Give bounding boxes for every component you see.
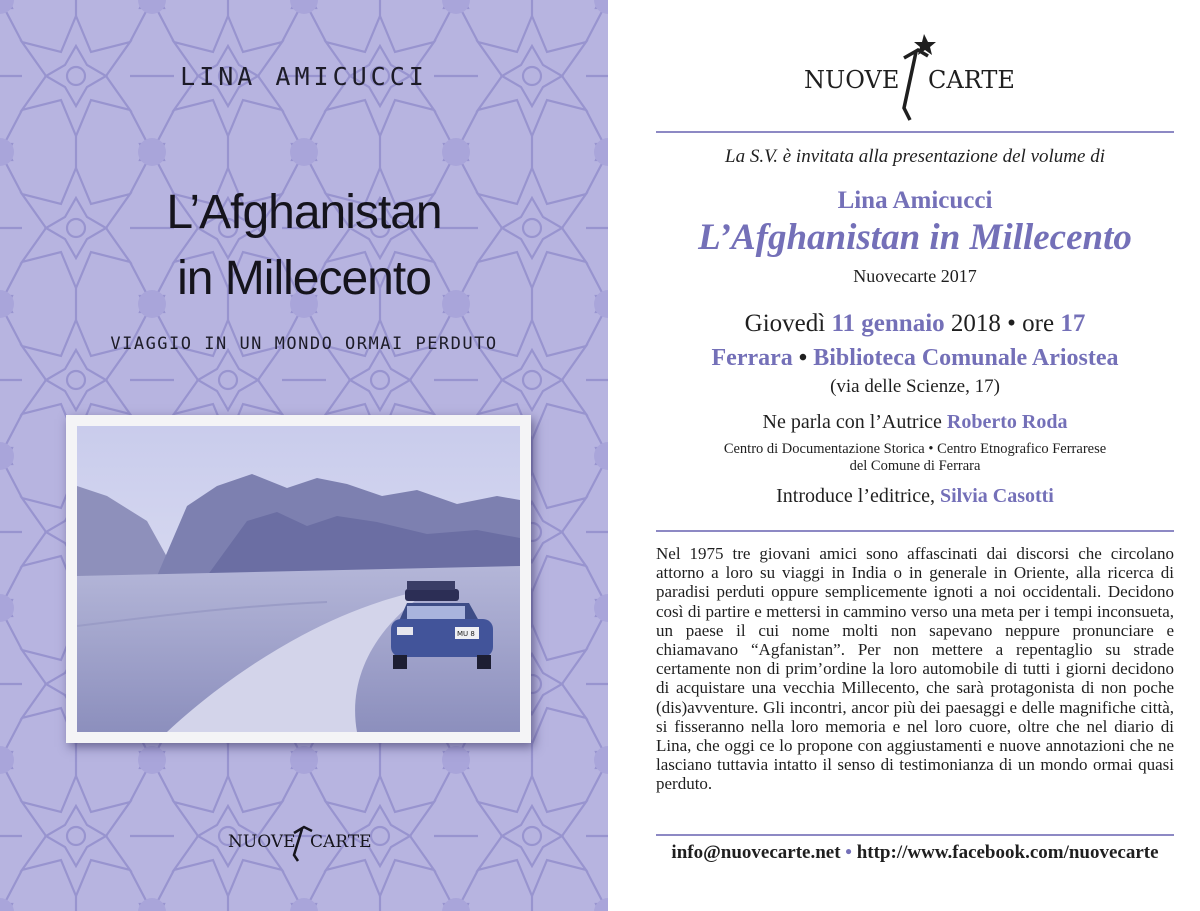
event-time: 17 [1060, 310, 1086, 337]
cover-title [0, 180, 608, 312]
cover-subtitle: VIAGGIO IN UN MONDO ORMAI PERDUTO [110, 334, 498, 354]
event-venue [656, 345, 1174, 372]
plate-text: MU 8 [457, 630, 475, 638]
logo-right: CARTE [928, 66, 1015, 94]
mountain-road-photo [77, 426, 520, 732]
introducer-name: Silvia Casotti [939, 485, 1054, 507]
introducer-prefix: Introduce l’editrice, [776, 485, 935, 507]
contact-email-link[interactable]: info@nuovecarte.net [671, 842, 841, 863]
venue-place: Biblioteca Comunale Ariostea [813, 345, 1119, 371]
logo-left: NUOVE [804, 66, 900, 94]
speaker-line [656, 411, 1174, 434]
invitation-author: Lina Amicucci [837, 187, 993, 214]
book-description: Nel 1975 tre giovani amici sono affascinati dai discorsi che circolano attorno a loro su viaggi in India o in generale in Oriente, alla ricerca di paradisi perduti oppure semplicemente ignoti a noi occidentali. Decidono così di partire e mettersi in cammino verso una meta per i tempi inconsueta, un paese il cui nome molti non sapevano neppure pronunciare e chiamavano “Agfanistan”. Per non mettere a repentaglio su strade certamente non di prim’ordine la loro automobile di tutti i giorni decidono di acquistare una vecchia Millecento, che sarà protagonista di non poche (dis)avventure. Gli incontri, ancor più dei paesaggi e delle magnifiche città, si fisseranno nella loro memoria e nel loro cuore, oltre che nel diario di Lina, che oggi ce lo propone con aggiustamenti e nuove annotazioni che ne lasciano tuttavia intatto il senso di testimonianza di un mondo ormai quasi perduto. [656, 544, 1174, 794]
event-day: Giovedì [744, 310, 826, 337]
speaker-affiliation-2: del Comune di Ferrara [849, 458, 981, 474]
divider-middle [656, 530, 1174, 532]
venue-city: Ferrara [711, 345, 793, 371]
cover-title-line2: in Millecento [177, 252, 431, 305]
cover-logo-right: CARTE [310, 832, 372, 852]
invitation-intro: La S.V. è invitata alla presentazione del volume di [725, 146, 1105, 167]
footer-separator: • [845, 842, 852, 863]
invitation [608, 0, 1200, 911]
divider-bottom [656, 834, 1174, 836]
contact-footer [656, 842, 1174, 864]
cover-title-line1: L’Afghanistan [166, 186, 442, 239]
cover-photo [66, 415, 531, 743]
speaker-prefix: Ne parla con l’Autrice [762, 411, 942, 433]
publisher-logo [804, 28, 1034, 128]
introducer-line [656, 485, 1174, 508]
venue-separator: • [798, 345, 808, 371]
speaker-name: Roberto Roda [946, 411, 1068, 433]
event-year: 2018 • ore [950, 310, 1055, 337]
event-date [656, 310, 1174, 338]
logo-quill-icon [904, 50, 928, 120]
divider-top [656, 131, 1174, 133]
cover-publisher-logo [228, 815, 378, 865]
event-date-value: 11 gennaio [831, 310, 945, 337]
cover-author: LINA AMICUCCI [180, 62, 428, 91]
invitation-book-title: L’Afghanistan in Millecento [698, 217, 1132, 258]
cover-logo-left: NUOVE [228, 832, 296, 852]
venue-address: (via delle Scienze, 17) [830, 376, 1000, 397]
speaker-affiliation-1: Centro di Documentazione Storica • Centro Etnografico Ferrarese [723, 441, 1107, 457]
invitation-edition: Nuovecarte 2017 [853, 266, 977, 286]
contact-facebook-link[interactable]: http://www.facebook.com/nuovecarte [856, 842, 1159, 863]
